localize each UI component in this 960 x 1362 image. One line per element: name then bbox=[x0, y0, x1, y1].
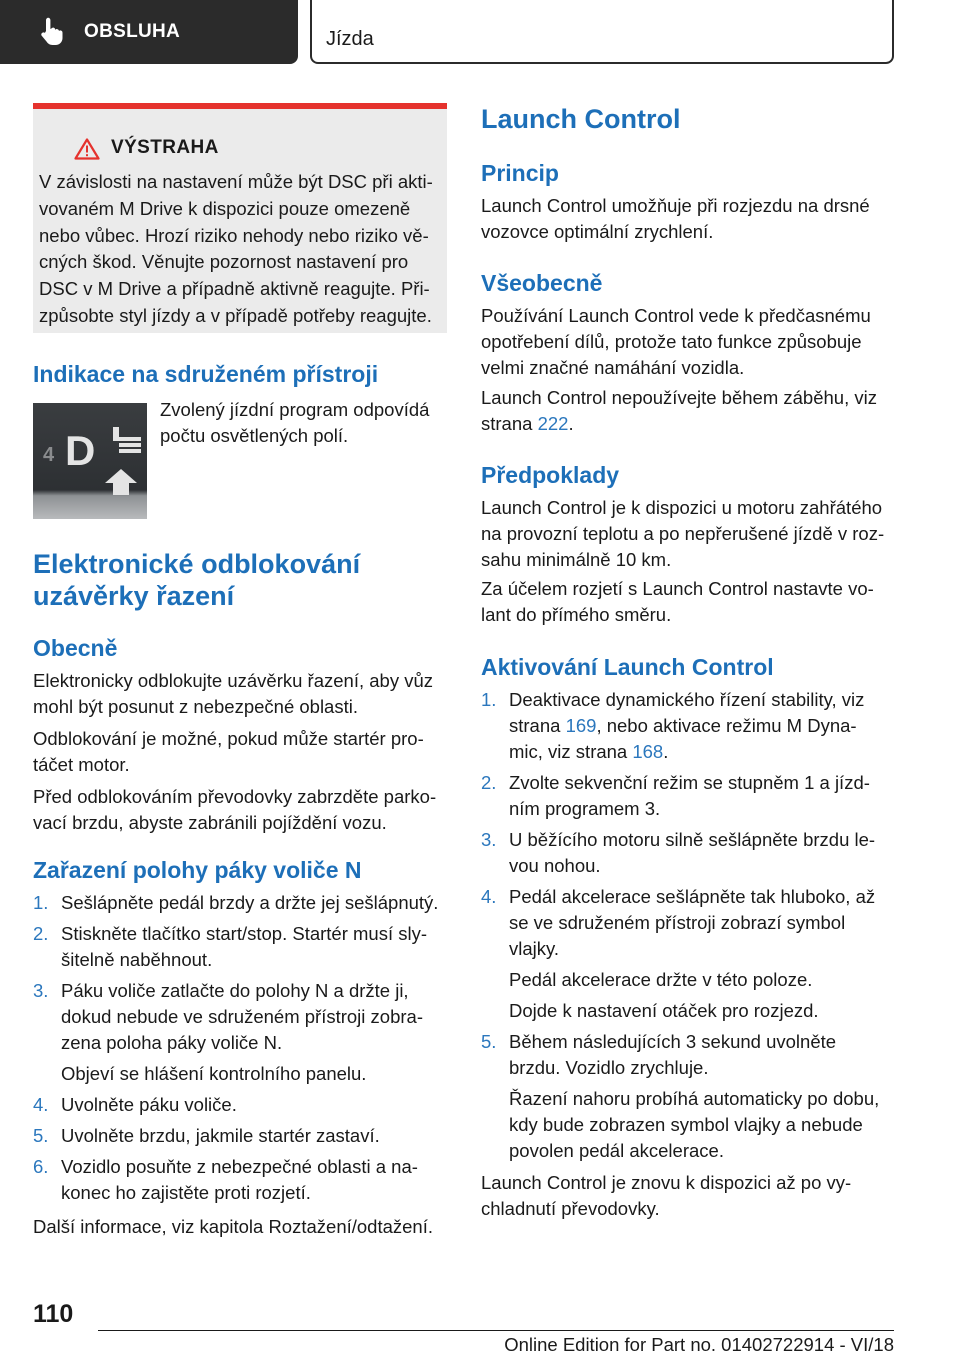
image-number: 4 bbox=[43, 444, 55, 466]
aktivovani-steps bbox=[481, 687, 901, 1169]
header-tab-label: OBSLUHA bbox=[84, 21, 181, 42]
odblokovani-heading-line2: uzávěrky řazení bbox=[33, 581, 235, 611]
zarazeni-steps bbox=[33, 890, 453, 1211]
vseobecne-p1: Používání Launch Control vede k předčasnému opotřebení dílů, protože tato funkce způsobuje velmi značné namáhání vozidla. bbox=[481, 305, 871, 378]
obecne-heading: Obecně bbox=[33, 635, 118, 661]
list-item: 6. Vozidlo posuňte z nebezpečné oblasti a na- konec ho zajistěte proti rozjetí. bbox=[33, 1156, 418, 1203]
princip-text: Launch Control umožňuje při rozjezdu na drsné vozovce optimální zrychlení. bbox=[481, 195, 870, 242]
upshift-arrow-icon bbox=[105, 469, 137, 495]
list-item: 3. Páku voliče zatlačte do polohy N a držte ji, dokud nebude ve sdruženém přístroji zobra- zena poloha páky voliče N. Objeví se hlášení kontrolního panelu. bbox=[33, 980, 423, 1084]
list-item: 4. Uvolněte páku voliče. bbox=[33, 1094, 237, 1115]
launch-closing: Launch Control je znovu k dispozici až po vy- chladnutí převodovky. bbox=[481, 1172, 852, 1219]
image-gear: D bbox=[65, 427, 96, 474]
page-link-222[interactable]: 222 bbox=[537, 413, 569, 434]
list-item: 2. Stiskněte tlačítko start/stop. Startér musí sly- šitelně naběhnout. bbox=[33, 923, 428, 970]
cluster-display-image bbox=[33, 403, 147, 519]
odblokovani-p1: Elektronicky odblokujte uzávěrku řazení, aby vůz mohl být posunut z nebezpečné oblasti. bbox=[33, 670, 434, 717]
warning-title: VÝSTRAHA bbox=[111, 137, 219, 158]
warning-body: V závislosti na nastavení může být DSC při akti- vovaném M Drive k dispozici pouze omezeně nebo vůbec. Hrozí riziko nehody nebo riziko vě- cných škod. Věnujte pozornost nastavení pro DSC v M Drive a případně aktivně reagujte. Při- způsobte styl jízdy a v případě potřeby reagujte. bbox=[39, 171, 433, 326]
odblokovani-heading-line1: Elektronické odblokování bbox=[33, 549, 361, 579]
list-item: 5. Během následujících 3 sekund uvolněte brzdu. Vozidlo zrychluje. Řazení nahoru probíhá automaticky po dobu, kdy bude zobrazen symbol vlajky a nebude povolen pedál akcelerace. bbox=[481, 1031, 880, 1161]
indikace-text: Zvolený jízdní program odpovídá počtu osvětlených polí. bbox=[160, 399, 430, 446]
predpoklady-p1: Launch Control je k dispozici u motoru zahřátého na provozní teplotu a po nepřerušené jízdě v roz- sahu minimálně 10 km. bbox=[481, 497, 885, 570]
vseobecne-p2: Launch Control nepoužívejte během záběhu, viz strana 222. bbox=[481, 387, 877, 434]
odblokovani-p2: Odblokování je možné, pokud může startér pro- táčet motor. bbox=[33, 728, 424, 775]
list-item: 5. Uvolněte brzdu, jakmile startér zastaví. bbox=[33, 1125, 380, 1146]
princip-heading: Princip bbox=[481, 160, 559, 186]
list-item: 3. U běžícího motoru silně sešlápněte brzdu le- vou nohou. bbox=[481, 829, 876, 876]
footer-edition: Online Edition for Part no. 01402722914 - VI/18 bbox=[504, 1334, 894, 1355]
list-item: 1. Deaktivace dynamického řízení stability, viz strana 169, nebo aktivace režimu M Dyna- mic, viz strana 168. bbox=[481, 689, 865, 762]
header-section bbox=[310, 0, 894, 64]
list-item: 4. Pedál akcelerace sešlápněte tak hluboko, až se ve sdruženém přístroji zobrazí symbol vlajky. Pedál akcelerace držte v této poloze. Dojde k nastavení otáček pro rozjezd. bbox=[481, 886, 876, 1021]
predpoklady-heading: Předpoklady bbox=[481, 462, 620, 488]
page-link-168[interactable]: 168 bbox=[632, 741, 664, 762]
list-item: 1. Sešlápněte pedál brzdy a držte jej sešlápnutý. bbox=[33, 892, 439, 913]
section-title: Jízda bbox=[326, 28, 374, 50]
vseobecne-heading: Všeobecně bbox=[481, 270, 603, 296]
aktivovani-heading: Aktivování Launch Control bbox=[481, 654, 774, 680]
predpoklady-p2: Za účelem rozjetí s Launch Control nastavte vo- lant do přímého směru. bbox=[481, 578, 874, 625]
page-link-169[interactable]: 169 bbox=[565, 715, 597, 736]
header-tab[interactable] bbox=[0, 0, 298, 64]
hand-pointer-icon bbox=[38, 17, 68, 47]
zarazeni-footer-text: Další informace, viz kapitola Roztažení/odtažení. bbox=[33, 1216, 433, 1237]
page-number: 110 bbox=[33, 1300, 74, 1328]
zarazeni-heading: Zařazení polohy páky voliče N bbox=[33, 857, 362, 883]
launch-heading: Launch Control bbox=[481, 104, 681, 134]
footer-divider bbox=[98, 1330, 894, 1331]
indikace-heading: Indikace na sdruženém přístroji bbox=[33, 361, 379, 387]
warning-triangle-icon bbox=[74, 138, 100, 165]
list-item: 2. Zvolte sekvenční režim se stupněm 1 a jízd- ním programem 3. bbox=[481, 772, 870, 819]
warning-box bbox=[33, 103, 447, 333]
odblokovani-p3: Před odblokováním převodovky zabrzděte parko- vací brzdu, abyste zabránili pojíždění vozu. bbox=[33, 786, 437, 833]
